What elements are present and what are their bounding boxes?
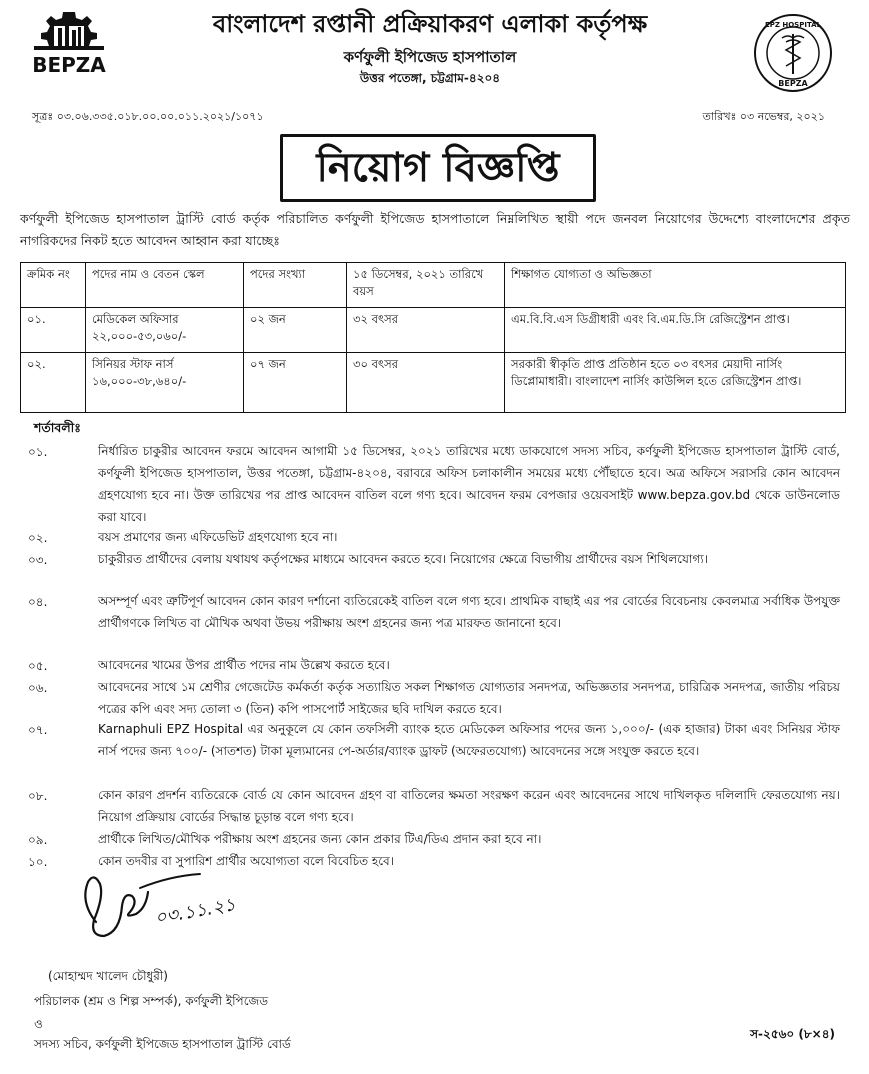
gear-icon — [41, 12, 97, 46]
term-text: চাকুরীরত প্রার্থীদের বেলায় যথাযথ কর্তৃপক্ষের মাধ্যমে আবেদন করতে হবে। নিয়োগের ক্ষেত্রে বিভাগীয় প্রার্থীদের বয়স শিথিলযোগ্য। — [98, 552, 709, 566]
hospital-name: কর্ণফুলী ইপিজেড হাসপাতাল — [343, 48, 517, 66]
term-text: কোন কারণ প্রদর্শন ব্যতিরেকে বোর্ড যে কোন আবেদন গ্রহণ বা বাতিলের ক্ষমতা সংরক্ষণ করেন এবং আবেদনের সাথে দাখিলকৃত দলিলাদি ফেরতযোগ্য নয়। নিয়োগ প্রক্রিয়ায় বোর্ডের সিদ্ধান্ত চূড়ান্ত বলে গণ্য হবে। — [98, 788, 840, 824]
term-text: অসম্পূর্ণ এবং ত্রুটিপূর্ণ আবেদন কোন কারণ দর্শানো ব্যতিরেকেই বাতিল বলে গণ্য হবে। প্রাথমিক বাছাই এর পর বোর্ডের বিবেচনায় কেবলমাত্র সর্বাধিক উপযুক্ত প্রার্থীগণকে লিখিত বা মৌখিক অথবা উভয় পরীক্ষায় অংশ গ্রহনের জন্য পত্র মারফত জানানো হবে। — [98, 594, 840, 630]
header-qualification: শিক্ষাগত যোগ্যতা ও অভিজ্ঞতা — [505, 263, 846, 308]
term-text: নির্ধারিত চাকুরীর আবেদন ফরমে আবেদন আগামী ১৫ ডিসেম্বর, ২০২১ তারিখের মধ্যে ডাকযোগে সদস্য সচিব, কর্ণফুলী ইপিজেড হাসপাতাল ট্রাস্টি বোর্ড, কর্ণফুলী ইপিজেড হাসপাতাল, উত্তর পতেঙ্গা, চট্টগ্রাম-৪২০৪, বরাবরে অফিস চলাকালীন সময়ের মধ্যে পৌঁছাতে হবে। অত্র অফিসে সরাসরি কোন আবেদন গ্রহণযোগ্য হবে না। উক্ত তারিখের পর প্রাপ্ত আবেদন বাতিল বলে গণ্য হবে। আবেদন ফরম বেপজার ওয়েবসাইট www.bepza.gov.bd থেকে ডাউনলোড করা যাবে। — [98, 444, 840, 524]
term-text: প্রার্থীকে লিখিত/মৌখিক পরীক্ষায় অংশ গ্রহনের জন্য কোন প্রকার টিএ/ডিএ প্রদান করা হবে না। — [98, 832, 542, 846]
term-number: ০২. — [28, 531, 48, 545]
cell-post-count: ০৭ জন — [244, 353, 347, 413]
term-text: বয়স প্রমাণের জন্য এফিডেভিট গ্রহণযোগ্য হবে না। — [98, 530, 338, 544]
term-number: ০৪. — [28, 595, 48, 609]
cell-post-name: মেডিকেল অফিসার ২২,০০০-৫৩,০৬০/- — [86, 308, 244, 353]
term-number: ০৮. — [28, 789, 48, 803]
term-text: Karnaphuli EPZ Hospital এর অনুকূলে যে কোন তফসিলী ব্যাংক হতে মেডিকেল অফিসার পদের জন্য ১,০০০/- (এক হাজার) টাকা এবং সিনিয়র স্টাফ নার্স পদের জন্য ৭০০/- (সাতশত) টাকা মূল্যমানের পে-অর্ডার/ব্যাংক ড্রাফট (অফেরতযোগ্য) আবেদনের সঙ্গে সংযুক্ত করতে হবে। — [98, 722, 840, 758]
logo-top-text: EPZ HOSPITAL — [764, 21, 822, 29]
signature — [60, 862, 290, 958]
caduceus-icon — [782, 34, 804, 74]
cell-serial: ০১. — [21, 308, 86, 353]
signatory-name: (মোহাম্মদ খালেদ চৌধুরী) — [48, 969, 168, 983]
bepza-logo — [28, 8, 110, 80]
term-number: ০১. — [28, 445, 48, 459]
term-number: ১০. — [28, 855, 48, 869]
term-text: আবেদনের খামের উপর প্রার্থীত পদের নাম উল্লেখ করতে হবে। — [98, 658, 390, 672]
term-number: ০৩. — [28, 553, 48, 567]
organization-title: বাংলাদেশ রপ্তানী প্রক্রিয়াকরণ এলাকা কর্তৃপক্ষ — [212, 9, 648, 38]
terms-heading: শর্তাবলীঃ — [34, 420, 81, 435]
signatory-designation: পরিচালক (শ্রম ও শিল্প সম্পর্ক), কর্ণফুলী ইপিজেড — [34, 994, 269, 1008]
footer-code: স-২৫৬০ (৮×৪) — [750, 1027, 835, 1041]
cell-age: ৩২ বৎসর — [347, 308, 505, 353]
intro-paragraph: কর্ণফুলী ইপিজেড হাসপাতাল ট্রাস্টি বোর্ড কর্তৃক পরিচালিত কর্ণফুলী ইপিজেড হাসপাতালে নিম্নলিখিত স্থায়ী পদে জনবল নিয়োগের উদ্দেশ্যে বাংলাদেশের প্রকৃত নাগরিকদের নিকট হতে আবেদন আহ্বান করা যাচ্ছেঃ — [20, 211, 850, 248]
term-text: আবেদনের সাথে ১ম শ্রেণীর গেজেটেড কর্মকর্তা কর্তৃক সত্যায়িত সকল শিক্ষাগত যোগ্যতার সনদপত্র, অভিজ্ঞতার সনদপত্র, চারিত্রিক সনদপত্র, জাতীয় পরিচয় পত্রের কপি এবং সদ্য তোলা ৩ (তিন) কপি পাসপোর্ট সাইজের ছবি দাখিল করতে হবে। — [98, 680, 840, 716]
hospital-address: উত্তর পতেঙ্গা, চট্টগ্রাম-৪২০৪ — [359, 71, 501, 85]
cell-qualification: সরকারী স্বীকৃতি প্রাপ্ত প্রতিষ্ঠান হতে ০৩ বৎসর মেয়াদী নার্সিং ডিপ্লোমাধারী। বাংলাদেশ নার্সিং কাউন্সিল হতে রেজিস্ট্রেশন প্রাপ্ত। — [505, 353, 846, 413]
cell-age: ৩০ বৎসর — [347, 353, 505, 413]
cell-serial: ০২. — [21, 353, 86, 413]
issue-date: তারিখঃ ০৩ নভেম্বর, ২০২১ — [702, 110, 825, 123]
header-post-count: পদের সংখ্যা — [244, 263, 347, 308]
table-header-row — [21, 263, 846, 308]
table-row — [21, 353, 846, 413]
term-number: ০৯. — [28, 833, 48, 847]
reference-number: সূত্রঃ ০৩.০৬.৩৩৫.০১৮.০০.০০.০১১.২০২১/১০৭১ — [32, 110, 264, 123]
table-row — [21, 308, 846, 353]
logo-bottom-text: BEPZA — [778, 79, 808, 88]
cell-post-count: ০২ জন — [244, 308, 347, 353]
cell-post-name: সিনিয়র স্টাফ নার্স ১৬,০০০-৩৮,৬৪০/- — [86, 353, 244, 413]
bepza-logo-text: BEPZA — [32, 53, 106, 77]
signatory-conjunction: ও — [34, 1017, 43, 1031]
header-serial: ক্রমিক নং — [21, 263, 86, 308]
header-post-name: পদের নাম ও বেতন স্কেল — [86, 263, 244, 308]
term-number: ০৬. — [28, 681, 48, 695]
epz-hospital-logo — [752, 12, 834, 94]
vacancy-table — [20, 262, 846, 413]
term-text: কোন তদবীর বা সুপারিশ প্রার্থীর অযোগ্যতা বলে বিবেচিত হবে। — [98, 854, 395, 868]
term-number: ০৭. — [28, 723, 48, 737]
signatory-designation-secondary: সদস্য সচিব, কর্ণফুলী ইপিজেড হাসপাতাল ট্রাস্টি বোর্ড — [34, 1037, 291, 1051]
notice-title: নিয়োগ বিজ্ঞপ্তি — [280, 134, 596, 202]
term-number: ০৫. — [28, 659, 48, 673]
header-age: ১৫ ডিসেম্বর, ২০২১ তারিখে বয়স — [347, 263, 505, 308]
cell-qualification: এম.বি.বি.এস ডিগ্রীধারী এবং বি.এম.ডি.সি রেজিস্ট্রেশন প্রাপ্ত। — [505, 308, 846, 353]
signature-date: ০৩.১১.২১ — [153, 894, 238, 929]
